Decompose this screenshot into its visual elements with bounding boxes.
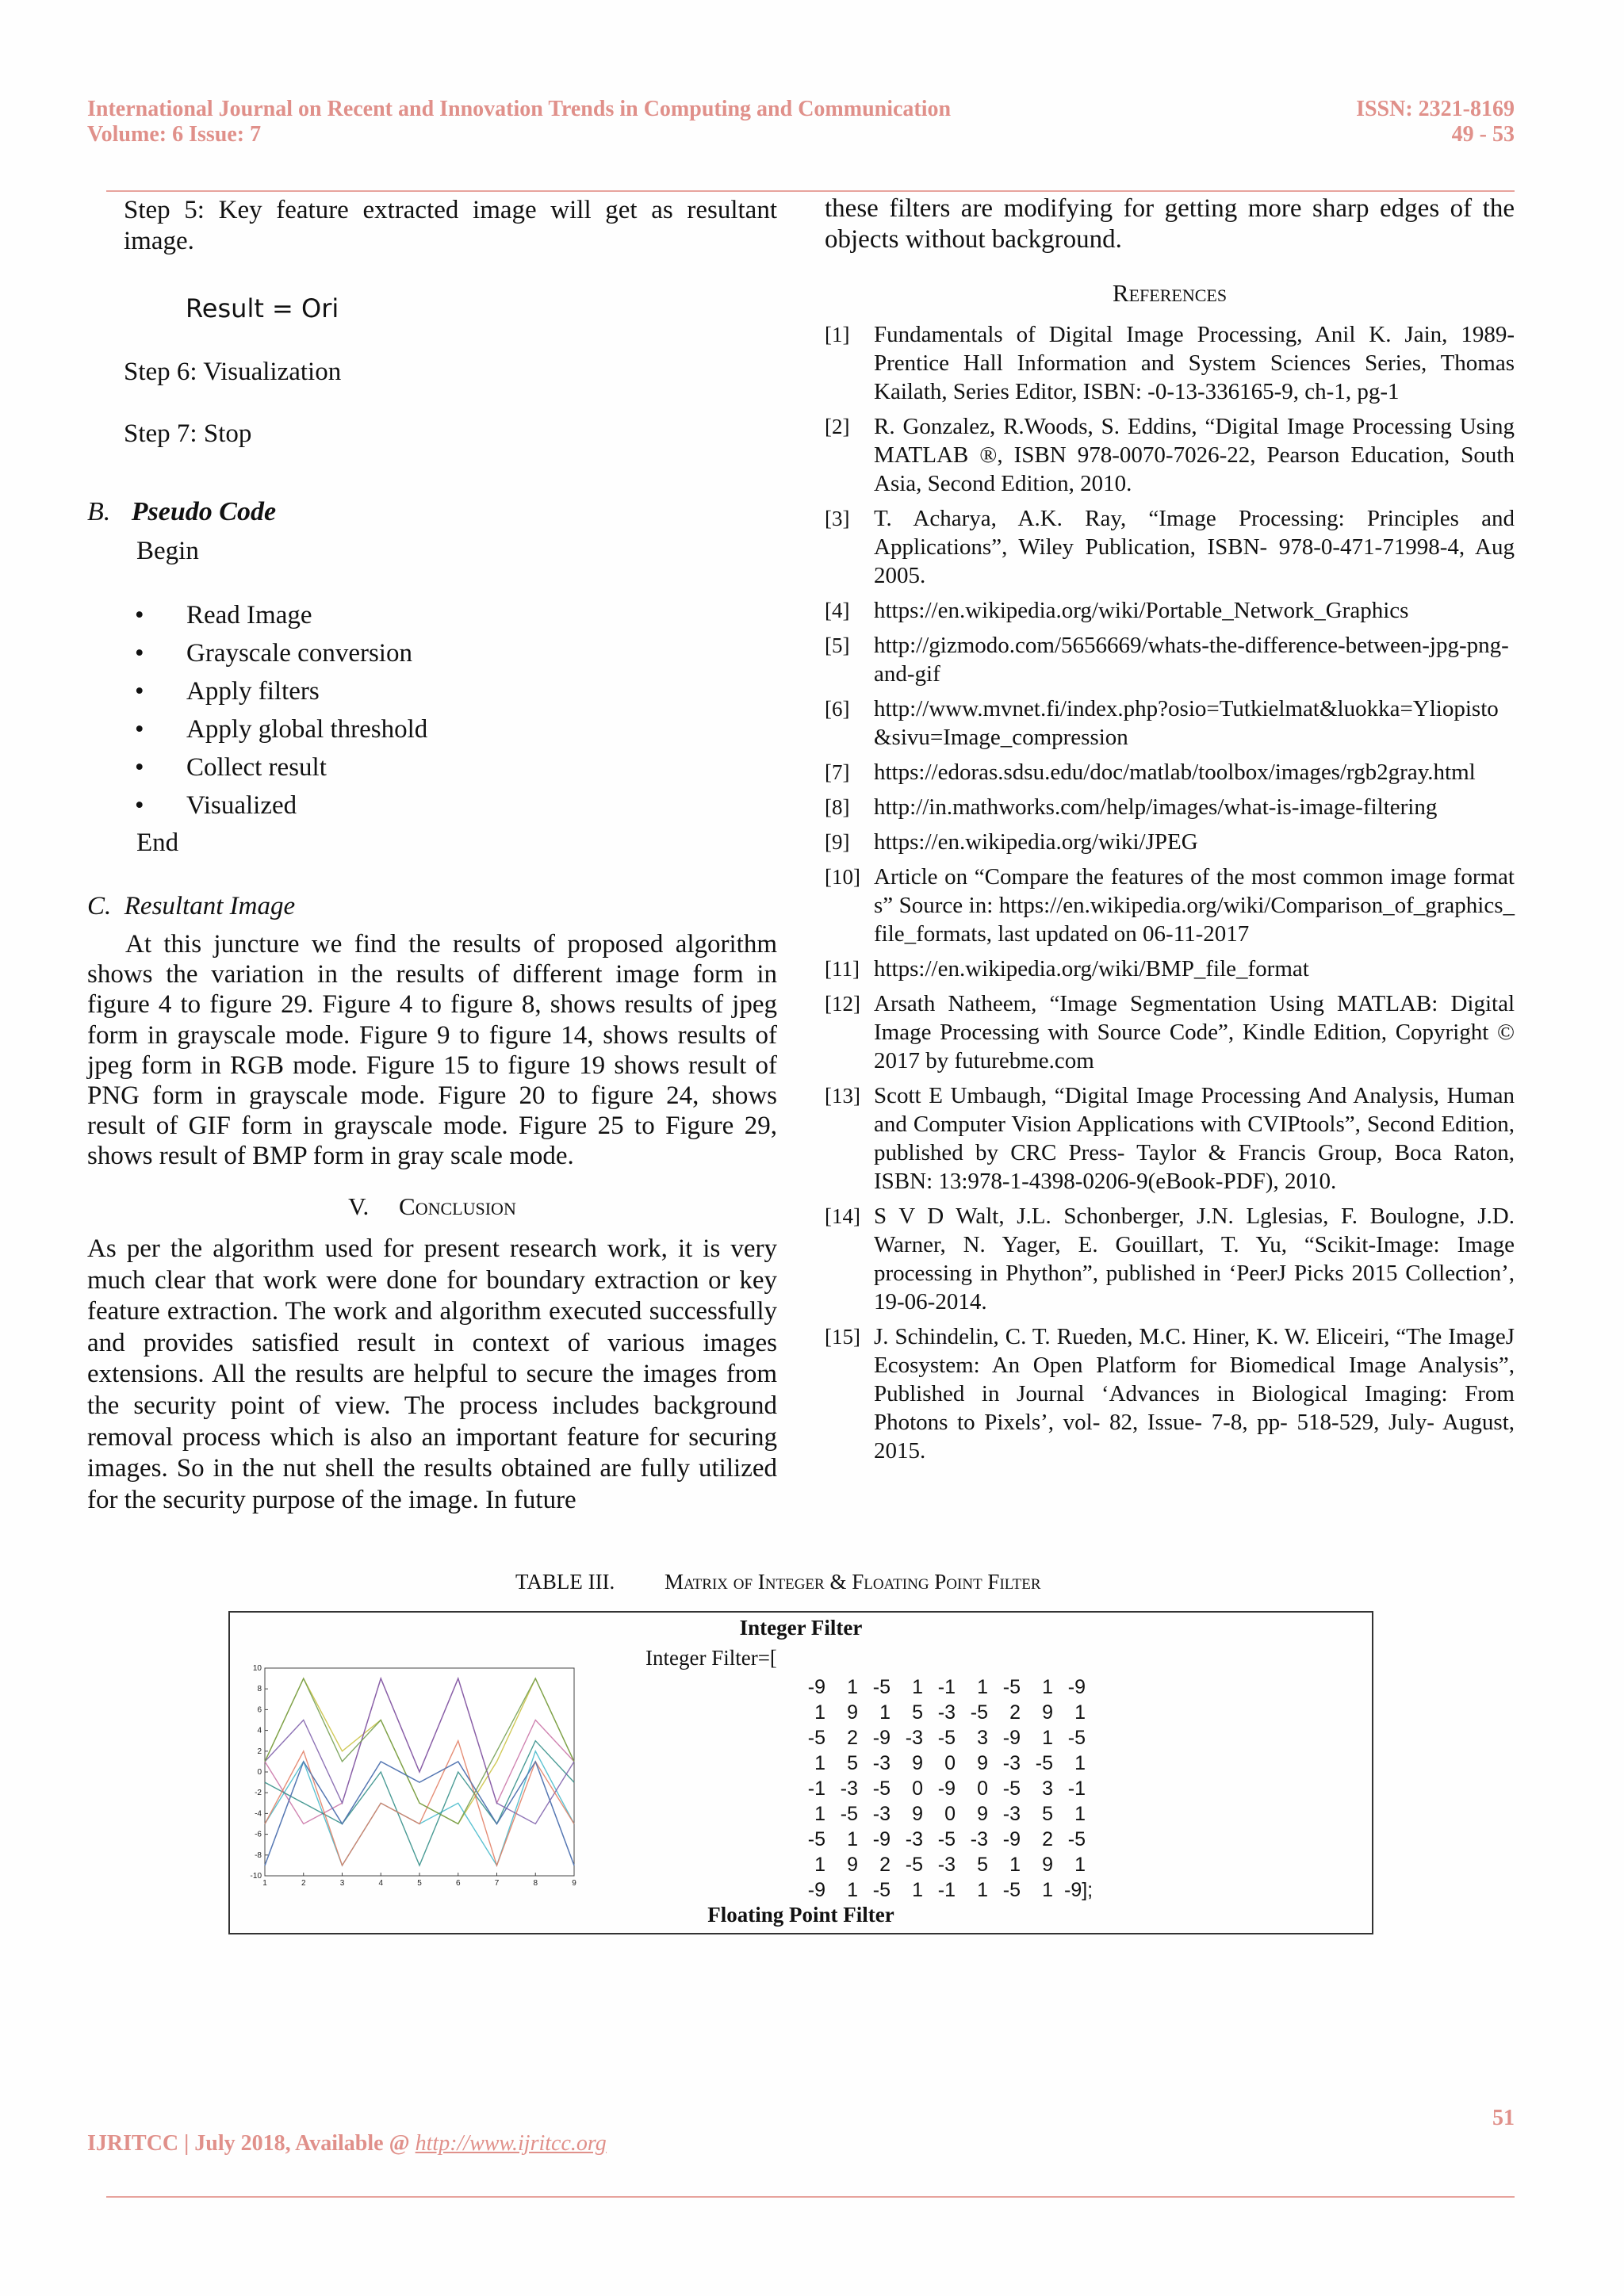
footer-link[interactable]: http://www.ijritcc.org (415, 2131, 607, 2156)
running-header-right (1356, 97, 1515, 147)
matrix-row: -9 1 -5 1 -1 1 -5 1 -9]; (807, 1879, 1094, 1901)
integer-filter-title: Integer Filter (739, 1616, 863, 1640)
y-tick-label: 0 (257, 1768, 262, 1777)
x-tick-label: 9 (572, 1879, 576, 1888)
x-tick-label: 4 (378, 1879, 384, 1888)
matrix-row: 1 9 1 5 -3 -5 2 9 1 (814, 1701, 1086, 1724)
y-tick-label: 8 (257, 1685, 262, 1694)
y-tick-label: 6 (257, 1705, 262, 1715)
table-title: Matrix of Integer & Floating Point Filter (665, 1570, 1041, 1594)
y-tick-label: -8 (255, 1850, 262, 1860)
x-tick-label: 7 (494, 1879, 500, 1888)
matrix-row: -5 1 -9 -3 -5 -3 -9 2 -5 (807, 1828, 1086, 1850)
y-tick-label: -6 (255, 1830, 262, 1839)
resultant-image-heading: C. Resultant Image (87, 892, 296, 920)
y-tick-label: -10 (250, 1872, 262, 1881)
reference-item: [1] Fundamentals of Digital Image Processing, Anil K. Jain, 1989- Prentice Hall Information and System Sciences Series, Thomas Kailath, Series Editor, ISBN: -0-13-336165-9, ch-1, pg-1 (825, 322, 1515, 404)
reference-item: [15] J. Schindelin, C. T. Rueden, M.C. Hiner, K. W. Eliceiri, “The ImageJ Ecosystem: An Open Platform for Biomedical Image Analysis”, Published in Journal ‘Advances in Biological Imaging: From Photons to Pixels’, vol- 82, Issue- 7-8, pp- 518-529, July- August, 2015. (825, 1324, 1515, 1464)
reference-item: [2] R. Gonzalez, R.Woods, S. Eddins, “Digital Image Processing Using MATLAB ®, ISBN 978-0070-7026-22, Pearson Education, South Asia, Second Edition, 2010. (825, 414, 1515, 496)
result-equation: Result = Ori (186, 293, 339, 323)
matrix-row: 1 5 -3 9 0 9 -3 -5 1 (814, 1752, 1086, 1774)
integer-matrix (793, 1674, 1093, 1903)
reference-item: [10] Article on “Compare the features of the most common image formats” Source in: https://en.wikipedia.org/wiki/Comparison_of_graphics_file_formats, last updated on 06-11-2017 (825, 864, 1515, 947)
volume-issue: Volume: 6 Issue: 7 (87, 122, 262, 147)
running-header-left (87, 97, 951, 147)
y-tick-label: -4 (255, 1809, 262, 1819)
step-7: Step 7: Stop (124, 419, 252, 448)
pseudo-code-list (87, 596, 777, 825)
list-item: • Collect result (87, 748, 777, 786)
reference-list (825, 320, 1515, 1471)
matrix-row: -1 -3 -5 0 -9 0 -5 3 -1 (807, 1777, 1086, 1800)
pseudo-end: End (136, 828, 179, 857)
x-tick-label: 3 (339, 1879, 345, 1888)
reference-item: [8] http://in.mathworks.com/help/images/what-is-image-filtering (825, 794, 1438, 820)
matrix-row: -5 2 -9 -3 -5 3 -9 1 -5 (807, 1727, 1086, 1749)
journal-title: International Journal on Recent and Innovation Trends in Computing and Communication (87, 97, 952, 121)
floating-point-filter-title: Floating Point Filter (707, 1903, 894, 1927)
table-label: TABLE III. (515, 1570, 615, 1594)
section-number: V. (348, 1192, 370, 1220)
x-tick-label: 8 (533, 1879, 538, 1888)
reference-item: [5] http://gizmodo.com/5656669/whats-the-difference-between-jpg-png-and-gif (825, 633, 1509, 687)
section-title: Pseudo Code (131, 497, 277, 526)
y-tick-label: -2 (255, 1789, 262, 1798)
reference-item: [14] S V D Walt, J.L. Schonberger, J.N. Lglesias, F. Boulogne, J.D. Warner, N. Yager, E. Gouillart, T. Yu, “Scikit-Image: Image processing in Phython”, published in ‘PeerJ Picks 2015 Collection’, 19-06-2014. (825, 1203, 1515, 1314)
list-item: • Apply filters (87, 672, 777, 710)
footer-text: IJRITCC | July 2018, Available @ (87, 2131, 416, 2156)
reference-item: [11] https://en.wikipedia.org/wiki/BMP_file_format (825, 956, 1309, 982)
table-caption (515, 1570, 1041, 1594)
y-tick-label: 2 (257, 1747, 262, 1756)
resultant-image-text: At this juncture we find the results of proposed algorithm shows the variation in the results of different image form in figure 4 to figure 29. Figure 4 to figure 8, shows results of jpeg form in grayscale mode. Figure 9 to figure 14, shows results of jpeg form in RGB mode. Figure 15 to figure 19 shows result of PNG form in grayscale mode. Figure 20 to figure 24, shows result of GIF form in grayscale mode. Figure 25 to Figure 29, shows result of BMP form in gray scale mode. (87, 930, 777, 1171)
conclusion-text: As per the algorithm used for present research work, it is very much clear that work were done for boundary extraction or key feature extraction. The work and algorithm executed successfully and provides satisfied result in context of various images extensions. All the results are helpful to secure the images from the security point of view. The process includes background removal process which is also an important feature for securing images. So in the nut shell the results obtained are fully utilized for the security purpose of the image. In future (87, 1234, 777, 1514)
section-number: B. (87, 497, 111, 526)
step-5: Step 5: Key feature extracted image will get as resultant image. (124, 196, 777, 255)
list-item: • Grayscale conversion (87, 634, 777, 672)
reference-item: [6] http://www.mvnet.fi/index.php?osio=Tutkielmat&luokka=Yliopisto&sivu=Image_compression (825, 696, 1499, 750)
reference-item: [3] T. Acharya, A.K. Ray, “Image Processing: Principles and Applications”, Wiley Publication, ISBN- 978-0-471-71998-4, Aug 2005. (825, 506, 1515, 588)
list-item: • Read Image (87, 596, 777, 634)
step-6: Step 6: Visualization (124, 358, 342, 386)
page-number: 51 (1492, 2106, 1515, 2130)
list-item: • Visualized (87, 786, 777, 825)
x-tick-label: 6 (455, 1879, 461, 1888)
integer-filter-prefix: Integer Filter=[ (645, 1646, 777, 1670)
x-tick-label: 5 (417, 1879, 422, 1888)
pseudo-code-heading (87, 496, 276, 527)
x-tick-label: 1 (262, 1879, 267, 1888)
footer-rule (106, 2196, 1515, 2198)
reference-item: [7] https://edoras.sdsu.edu/doc/matlab/toolbox/images/rgb2gray.html (825, 760, 1476, 785)
filter-line-chart (238, 1660, 587, 1890)
references-heading: References (1112, 279, 1228, 307)
conclusion-heading (87, 1191, 777, 1222)
header-rule (106, 190, 1515, 192)
reference-item: [9] https://en.wikipedia.org/wiki/JPEG (825, 829, 1198, 855)
y-tick-label: 4 (257, 1726, 262, 1735)
conclusion-continued: these filters are modifying for getting more sharp edges of the objects without background. (825, 194, 1515, 254)
page-range: 49 - 53 (1451, 122, 1515, 147)
reference-item: [13] Scott E Umbaugh, “Digital Image Processing And Analysis, Human and Computer Vision Applications with CVIPtools”, Second Edition, published by CRC Press- Taylor & Francis Group, Boca Raton, ISBN: 13:978-1-4398-0206-9(eBook-PDF), 2010. (825, 1083, 1515, 1194)
matrix-row: 1 -5 -3 9 0 9 -3 5 1 (814, 1803, 1086, 1825)
section-title: Conclusion (399, 1192, 516, 1220)
x-tick-label: 2 (301, 1879, 306, 1888)
pseudo-begin: Begin (136, 537, 199, 565)
footer (87, 2131, 607, 2156)
matrix-row: 1 9 2 -5 -3 5 1 9 1 (814, 1854, 1086, 1876)
y-tick-label: 10 (252, 1664, 262, 1673)
reference-item: [4] https://en.wikipedia.org/wiki/Portable_Network_Graphics (825, 598, 1409, 623)
reference-item: [12] Arsath Natheem, “Image Segmentation Using MATLAB: Digital Image Processing with Source Code”, Kindle Edition, Copyright © 2017 by futurebme.com (825, 991, 1515, 1073)
list-item: • Apply global threshold (87, 710, 777, 748)
issn: ISSN: 2321-8169 (1356, 97, 1515, 121)
matrix-row: -9 1 -5 1 -1 1 -5 1 -9 (807, 1676, 1086, 1698)
